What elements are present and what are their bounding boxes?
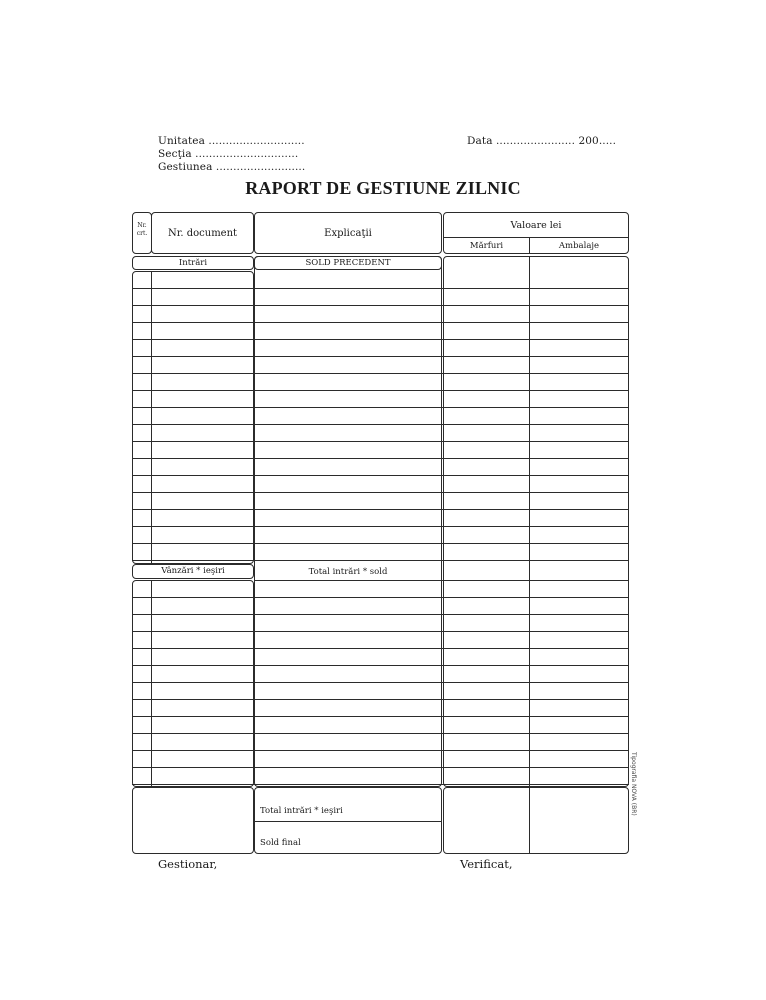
row-line — [132, 475, 629, 476]
column-line — [529, 256, 530, 854]
row-line — [132, 631, 629, 632]
signature-box — [132, 787, 254, 854]
row-line — [132, 597, 629, 598]
row-line — [132, 733, 629, 734]
row-line — [132, 665, 629, 666]
value-label: Valoare lei — [510, 220, 562, 231]
row-line — [132, 716, 629, 717]
row-line — [132, 390, 629, 391]
row-line — [132, 458, 629, 459]
row-line — [132, 356, 629, 357]
document-label: Nr. document — [167, 228, 238, 239]
manager-signature-label: Gestionar, — [158, 857, 218, 871]
row-line — [132, 648, 629, 649]
row-line — [132, 526, 629, 527]
row-line — [132, 699, 629, 700]
goods-label: Mărfuri — [469, 241, 504, 251]
row-line — [132, 784, 629, 785]
row-line — [132, 614, 629, 615]
management-field: Gestiunea .......................... — [158, 161, 306, 173]
explanation-column — [254, 256, 442, 787]
value-header — [443, 212, 629, 254]
row-line — [132, 560, 629, 561]
row-line — [132, 407, 629, 408]
section-field: Secţia .............................. — [158, 148, 299, 160]
row-line — [132, 339, 629, 340]
row-line — [254, 580, 629, 581]
row-line — [132, 750, 629, 751]
date-field: Data ....................... 200..... — [467, 135, 617, 147]
nr-crt-header — [132, 212, 152, 254]
row-line — [132, 305, 629, 306]
nr-crt-label: Nr. crt. — [136, 222, 148, 237]
verified-signature-label: Verificat, — [460, 857, 513, 871]
inputs-label-box — [132, 256, 254, 270]
printer-note: Tipografia NOVA (BR) — [630, 752, 637, 816]
explanation-label: Explicaţii — [324, 228, 372, 239]
row-line — [132, 682, 629, 683]
total-inputs-outputs-label: Total intrări * ieşiri — [260, 806, 343, 816]
unit-field: Unitatea ............................ — [158, 135, 305, 147]
document-title: RAPORT DE GESTIUNE ZILNIC — [245, 178, 521, 198]
outputs-label-box — [132, 564, 254, 579]
document-header — [151, 212, 254, 254]
column-line — [151, 580, 152, 787]
row-line — [132, 543, 629, 544]
final-balance-label: Sold final — [260, 838, 301, 848]
row-line — [132, 288, 629, 289]
packaging-label: Ambalaje — [558, 241, 600, 251]
totals-explanation-box — [254, 787, 442, 854]
row-line — [132, 373, 629, 374]
totals-value-box — [443, 787, 629, 854]
value-columns — [443, 256, 629, 787]
row-line — [132, 767, 629, 768]
total-inputs-balance-label: Total intrări * sold — [308, 567, 388, 577]
row-line — [132, 322, 629, 323]
previous-balance-label: SOLD PRECEDENT — [305, 258, 391, 268]
row-line — [132, 509, 629, 510]
explanation-header — [254, 212, 442, 254]
row-line — [132, 441, 629, 442]
row-line — [132, 424, 629, 425]
inputs-label: Intrări — [178, 258, 208, 268]
outputs-label: Vânzări * ieşiri — [161, 566, 225, 576]
column-line — [151, 271, 152, 564]
row-line — [132, 492, 629, 493]
